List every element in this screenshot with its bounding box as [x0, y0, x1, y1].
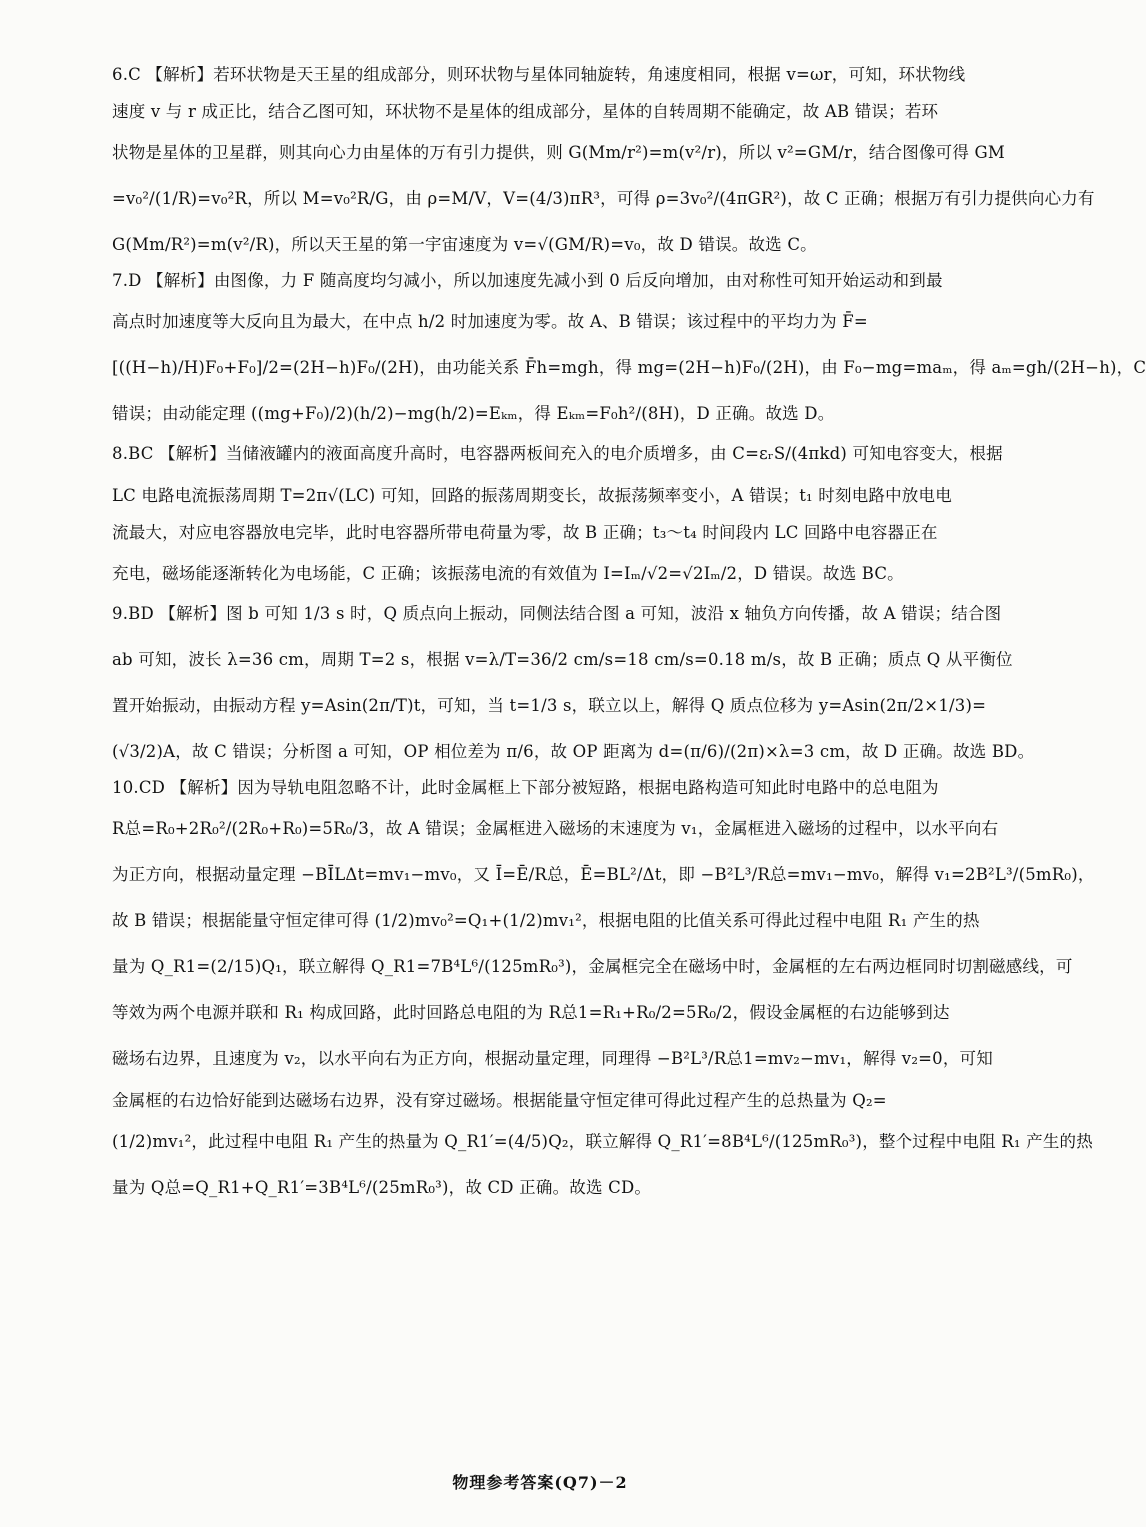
text-line: 等效为两个电源并联和 R₁ 构成回路，此时回路总电阻的为 R总1=R₁+R₀/2=5R₀/2，假设金属框的右边能够到达 — [112, 1003, 950, 1022]
question-6-explanation — [112, 62, 1095, 262]
question-9-explanation — [112, 597, 1035, 769]
text-line: (1/2)mv₁²，此过程中电阻 R₁ 产生的热量为 Q_R1′=(4/5)Q₂，联立解得 Q_R1′=8B⁴L⁶/(125mR₀³)，整个过程中电阻 R₁ 产生的热 — [112, 1132, 1093, 1151]
question-7-explanation — [112, 268, 1146, 431]
text-line: 速度 v 与 r 成正比，结合乙图可知，环状物不是星体的组成部分，星体的自转周期不能确定，故 AB 错误；若环 — [112, 102, 939, 121]
text-line: 8.BC 【解析】当储液罐内的液面高度升高时，电容器两板间充入的电介质增多，由 C=εᵣS/(4πkd) 可知电容变大，根据 — [112, 444, 1003, 463]
text-line: (√3/2)A，故 C 错误；分析图 a 可知，OP 相位差为 π/6，故 OP 距离为 d=(π/6)/(2π)×λ=3 cm，故 D 正确。故选 BD。 — [112, 742, 1035, 761]
question-10-explanation — [112, 775, 1095, 1205]
text-line: 金属框的右边恰好能到达磁场右边界，没有穿过磁场。根据能量守恒定律可得此过程产生的总热量为 Q₂= — [112, 1091, 887, 1110]
text-line: 故 B 错误；根据能量守恒定律可得 (1/2)mv₀²=Q₁+(1/2)mv₁²，根据电阻的比值关系可得此过程中电阻 R₁ 产生的热 — [112, 911, 980, 930]
text-line: 高点时加速度等大反向且为最大，在中点 h/2 时加速度为零。故 A、B 错误；该过程中的平均力为 F̄= — [112, 312, 868, 331]
text-line: 置开始振动，由振动方程 y=Asin(2π/T)t，可知，当 t=1/3 s，联立以上，解得 Q 质点位移为 y=Asin(2π/2×1/3)= — [112, 696, 987, 715]
text-line: [((H−h)/H)F₀+F₀]/2=(2H−h)F₀/(2H)，由功能关系 F̄h=mgh，得 mg=(2H−h)F₀/(2H)，由 F₀−mg=maₘ，得 aₘ=gh/(2H−h)，C — [112, 358, 1146, 377]
text-line: G(Mm/R²)=m(v²/R)，所以天王星的第一宇宙速度为 v=√(GM/R)=v₀，故 D 错误。故选 C。 — [112, 235, 817, 254]
text-line: 9.BD 【解析】图 b 可知 1/3 s 时，Q 质点向上振动，同侧法结合图 a 可知，波沿 x 轴负方向传播，故 A 错误；结合图 — [112, 604, 1002, 623]
text-line: 10.CD 【解析】因为导轨电阻忽略不计，此时金属框上下部分被短路，根据电路构造可知此时电路中的总电阻为 — [112, 778, 939, 797]
text-line: 流最大，对应电容器放电完毕，此时电容器所带电荷量为零，故 B 正确；t₃～t₄ 时间段内 LC 回路中电容器正在 — [112, 523, 938, 542]
text-line: 量为 Q总=Q_R1+Q_R1′=3B⁴L⁶/(25mR₀³)，故 CD 正确。故选 CD。 — [112, 1178, 652, 1197]
text-line: ab 可知，波长 λ=36 cm，周期 T=2 s，根据 v=λ/T=36/2 cm/s=18 cm/s=0.18 m/s，故 B 正确；质点 Q 从平衡位 — [112, 650, 1013, 669]
text-line: 状物是星体的卫星群，则其向心力由星体的万有引力提供，则 G(Mm/r²)=m(v²/r)，所以 v²=GM/r，结合图像可得 GM — [112, 143, 1005, 162]
text-line: 为正方向，根据动量定理 −BĪLΔt=mv₁−mv₀，又 Ī=Ē/R总，Ē=BL²/Δt，即 −B²L³/R总=mv₁−mv₀，解得 v₁=2B²L³/(5mR₀)， — [112, 865, 1095, 884]
text-line: 7.D 【解析】由图像，力 F 随高度均匀减小，所以加速度先减小到 0 后反向增加，由对称性可知开始运动和到最 — [112, 271, 943, 290]
question-8-explanation — [112, 437, 1003, 591]
text-line: 量为 Q_R1=(2/15)Q₁，联立解得 Q_R1=7B⁴L⁶/(125mR₀³)，金属框完全在磁场中时，金属框的左右两边框同时切割磁感线，可 — [112, 957, 1073, 976]
text-line: 充电，磁场能逐渐转化为电场能，C 正确；该振荡电流的有效值为 I=Iₘ/√2=√2Iₘ/2，D 错误。故选 BC。 — [112, 564, 904, 583]
text-line: 6.C 【解析】若环状物是天王星的组成部分，则环状物与星体同轴旋转，角速度相同，根据 v=ωr，可知，环状物线 — [112, 65, 966, 84]
text-line: 错误；由动能定理 ((mg+F₀)/2)(h/2)−mg(h/2)=Eₖₘ，得 Eₖₘ=F₀h²/(8H)，D 正确。故选 D。 — [112, 404, 835, 423]
page-footer: 物理参考答案(Q7)－2 — [452, 1473, 628, 1492]
text-line: LC 电路电流振荡周期 T=2π√(LC) 可知，回路的振荡周期变长，故振荡频率变小，A 错误；t₁ 时刻电路中放电电 — [112, 486, 952, 505]
text-line: 磁场右边界，且速度为 v₂，以水平向右为正方向，根据动量定理，同理得 −B²L³/R总1=mv₂−mv₁，解得 v₂=0，可知 — [112, 1049, 993, 1068]
text-line: R总=R₀+2R₀²/(2R₀+R₀)=5R₀/3，故 A 错误；金属框进入磁场的末速度为 v₁，金属框进入磁场的过程中，以水平向右 — [112, 819, 999, 838]
text-line: =v₀²/(1/R)=v₀²R，所以 M=v₀²R/G，由 ρ=M/V，V=(4/3)πR³，可得 ρ=3v₀²/(4πGR²)，故 C 正确；根据万有引力提供向心力有 — [112, 189, 1095, 208]
